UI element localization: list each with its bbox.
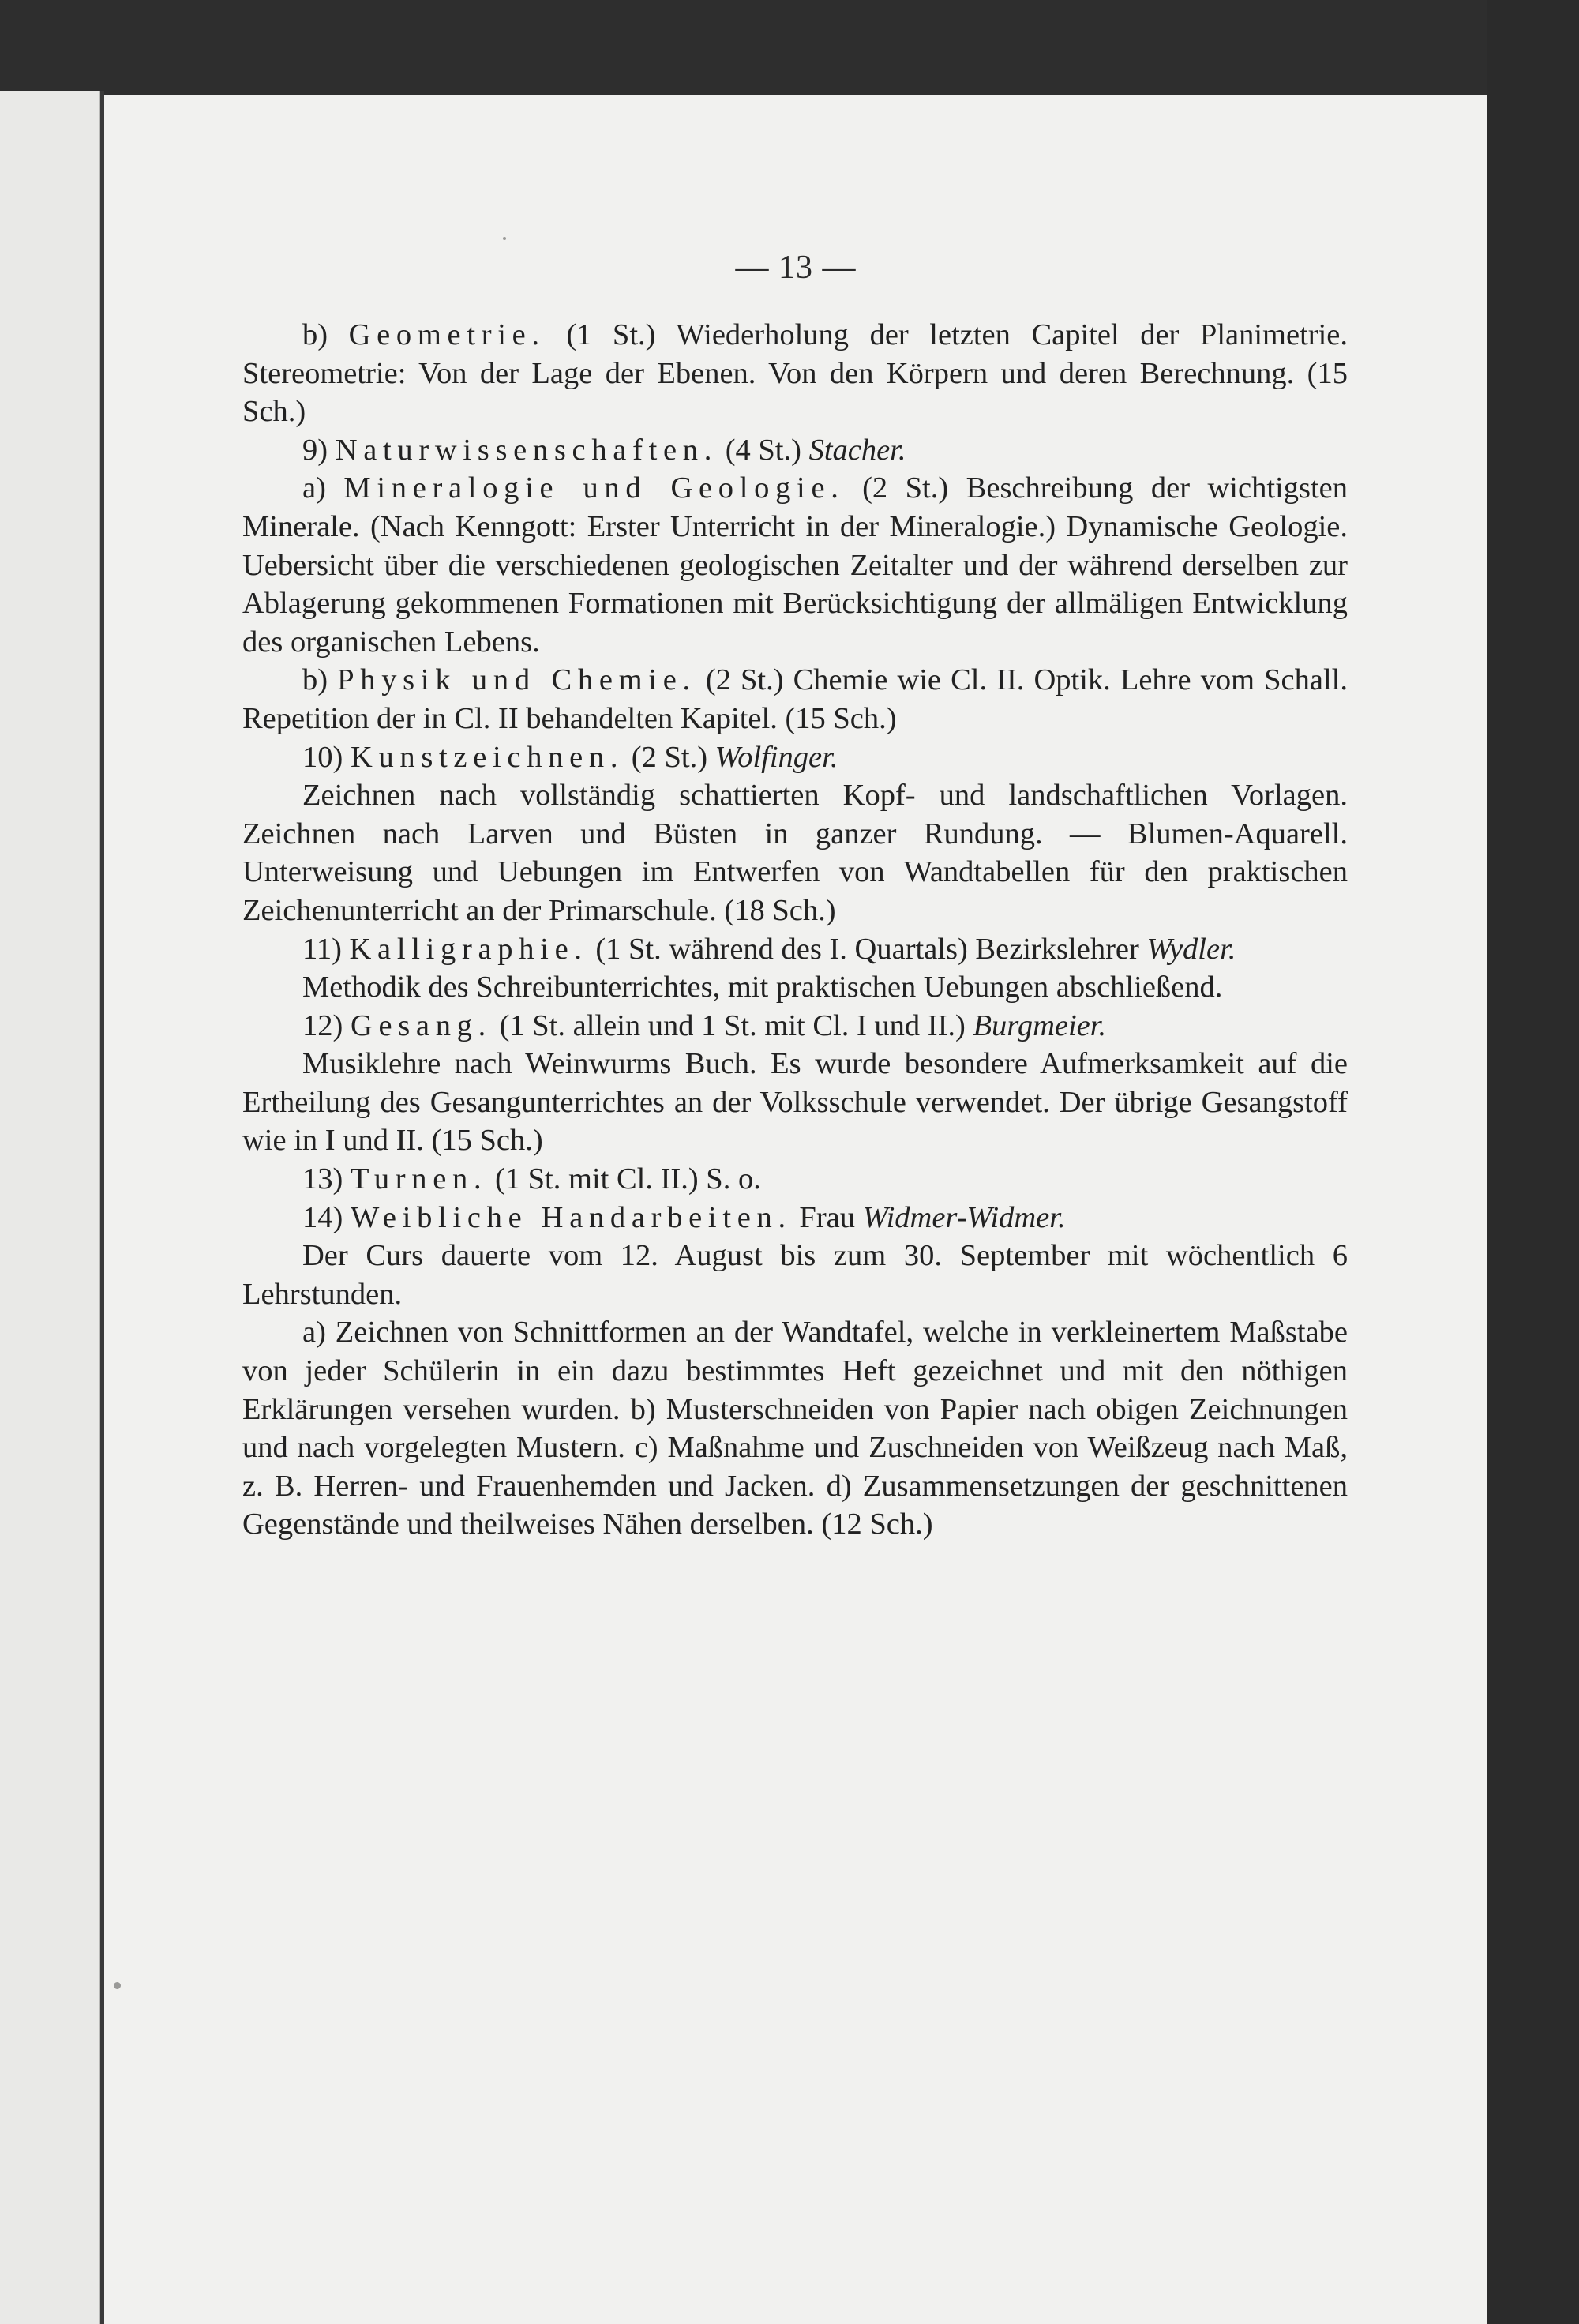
paragraph-text: (1 St. während des I. Quartals) Bezirkslehrer bbox=[595, 932, 1139, 966]
paragraph-kalligraphie bbox=[242, 930, 1348, 969]
scan-background bbox=[1487, 0, 1579, 2324]
paragraph-methodik bbox=[242, 968, 1348, 1007]
paragraph-zeichnen bbox=[242, 776, 1348, 929]
paragraph-mineralogie bbox=[242, 469, 1348, 661]
item-marker: 11) bbox=[302, 932, 342, 966]
subject-term: Gesang. bbox=[350, 1008, 492, 1042]
teacher-name: Wolfinger. bbox=[714, 740, 838, 774]
teacher-name: Stacher. bbox=[808, 433, 906, 467]
subject-term: Kunstzeichnen. bbox=[350, 740, 624, 774]
paragraph-text: Zeichnen nach vollständig schattierten Kopf- und landschaftlichen Vorlagen. Zeichnen nach Larven und Büsten in ganzer Rundung. — Blumen-Aquarell. Unterweisung und Uebungen im Entwerfen von Wandtabellen für den praktischen Zeichenunterricht an der Primarschule. (18 Sch.) bbox=[242, 779, 1348, 927]
paragraph-musiklehre bbox=[242, 1045, 1348, 1160]
item-marker: 10) bbox=[302, 740, 343, 774]
page-body bbox=[242, 316, 1348, 1544]
paragraph-kunstzeichnen bbox=[242, 738, 1348, 777]
paragraph-text: (1 St. mit Cl. II.) S. o. bbox=[494, 1162, 761, 1196]
subject-term: Mineralogie und Geologie. bbox=[343, 471, 845, 505]
paragraph-physik bbox=[242, 661, 1348, 738]
subject-term: Turnen. bbox=[350, 1162, 488, 1196]
paper-speck bbox=[503, 237, 506, 240]
paragraph-text: (1 St. allein und 1 St. mit Cl. I und II.) bbox=[499, 1008, 966, 1042]
paragraph-curs bbox=[242, 1237, 1348, 1313]
paragraph-gesang bbox=[242, 1007, 1348, 1046]
teacher-name: Wydler. bbox=[1146, 932, 1236, 966]
item-marker: b) bbox=[302, 663, 328, 697]
document-page bbox=[104, 95, 1487, 2324]
subject-term: Naturwissenschaften. bbox=[335, 433, 718, 467]
subject-term: Geometrie. bbox=[348, 318, 546, 351]
subject-term: Weibliche Handarbeiten. bbox=[350, 1200, 792, 1234]
paragraph-text: Musiklehre nach Weinwurms Buch. Es wurde besondere Aufmerksamkeit auf die Ertheilung des Gesangunterrichtes an der Volksschule verwendet. Der übrige Gesangstoff wie in I und II. (15 Sch.) bbox=[242, 1047, 1348, 1158]
paragraph-text: (1 St.) Wiederholung der letzten Capitel der Planimetrie. Stereometrie: Von der Lage der Ebenen. Von den Körpern und deren Berechnung. (15 Sch.) bbox=[242, 318, 1348, 429]
paragraph-text: (2 St.) bbox=[631, 740, 708, 774]
item-marker: 9) bbox=[302, 433, 328, 467]
subject-term: Physik und Chemie. bbox=[337, 663, 696, 697]
paragraph-text: (2 St.) Chemie wie Cl. II. Optik. Lehre vom Schall. Repetition der in Cl. II behandelten Kapitel. (15 Sch.) bbox=[242, 663, 1348, 735]
paragraph-schnittformen bbox=[242, 1313, 1348, 1544]
paragraph-text: Methodik des Schreibunterrichtes, mit praktischen Uebungen abschließend. bbox=[302, 971, 1223, 1004]
paragraph-turnen bbox=[242, 1160, 1348, 1199]
paragraph-text: Der Curs dauerte vom 12. August bis zum 30. September mit wöchentlich 6 Lehrstunden. bbox=[242, 1239, 1348, 1311]
paragraph-geometrie bbox=[242, 316, 1348, 431]
paragraph-text: Frau bbox=[799, 1200, 855, 1234]
item-marker: 13) bbox=[302, 1162, 343, 1196]
item-marker: a) bbox=[302, 471, 326, 505]
paragraph-text: a) Zeichnen von Schnittformen an der Wandtafel, welche in verkleinertem Maßstabe von jeder Schülerin in ein dazu bestimmtes Heft gezeichnet und mit den nöthigen Erklärungen versehen wurden. b) Musterschneiden von Papier nach obigen Zeichnungen und nach vorgelegten Mustern. c) Maßnahme und Zuschneiden von Weißzeug nach Maß, z. B. Herren- und Frauenhemden und Jacken. d) Zusammensetzungen der geschnittenen Gegenstände und theilweises Nähen derselben. (12 Sch.) bbox=[242, 1316, 1348, 1541]
teacher-name: Widmer-Widmer. bbox=[862, 1200, 1066, 1234]
teacher-name: Burgmeier. bbox=[973, 1008, 1107, 1042]
item-marker: 14) bbox=[302, 1200, 343, 1234]
paper-speck bbox=[114, 1982, 121, 1989]
paragraph-naturwissenschaften bbox=[242, 431, 1348, 470]
paragraph-text: (2 St.) Beschreibung der wichtigsten Minerale. (Nach Kenngott: Erster Unterricht in der Mineralogie.) Dynamische Geologie. Uebersicht über die verschiedenen geologischen Zeitalter und der während derselben zur Ablagerung gekommenen Formationen mit Berücksichtigung der allmäligen Entwicklung des organischen Lebens. bbox=[242, 471, 1348, 659]
item-marker: 12) bbox=[302, 1008, 343, 1042]
subject-term: Kalligraphie. bbox=[349, 932, 588, 966]
item-marker: b) bbox=[302, 318, 328, 351]
previous-page-edge bbox=[0, 91, 100, 2324]
page-number: — 13 — bbox=[735, 250, 857, 286]
paragraph-text: (4 St.) bbox=[725, 433, 801, 467]
paragraph-handarbeiten bbox=[242, 1199, 1348, 1237]
